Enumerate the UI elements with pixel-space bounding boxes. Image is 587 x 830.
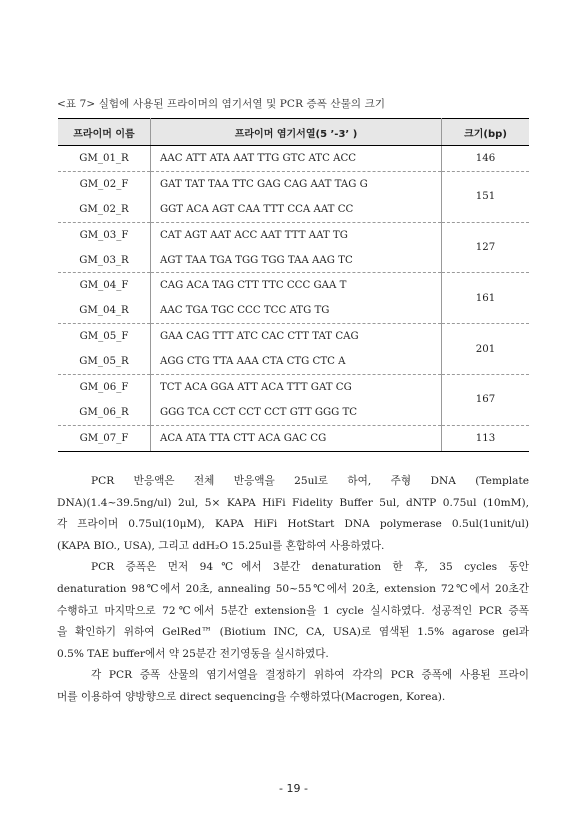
paragraph-line: 머를 이용하여 양방향으로 direct sequencing을 수행하였다(Macrogen, Korea). <box>57 690 446 703</box>
product-size-cell: 146 <box>442 146 530 172</box>
table-row <box>58 375 529 400</box>
table-row <box>58 171 529 196</box>
primer-sequence-cell: AAC ATT ATA AAT TTG GTC ATC ACC <box>151 146 442 172</box>
primer-name-cell: GM_07_F <box>58 425 151 451</box>
paragraph-line: 각 프라이머 0.75ul(10μM), KAPA HiFi HotStart DNA polymerase 0.5ul(1unit/ul) <box>57 518 529 531</box>
primer-table <box>58 118 529 452</box>
primer-sequence-cell: AGT TAA TGA TGG TGG TAA AAG TC <box>151 248 442 273</box>
primer-name-cell: GM_06_R <box>58 400 151 425</box>
table-row <box>58 425 529 451</box>
table-caption: <표 7> 실험에 사용된 프라이머의 염기서열 및 PCR 증폭 산물의 크기 <box>57 98 386 110</box>
primer-sequence-cell: GAA CAG TTT ATC CAC CTT TAT CAG <box>151 324 442 349</box>
primer-sequence-cell: ACA ATA TTA CTT ACA GAC CG <box>151 425 442 451</box>
product-size-cell: 151 <box>442 171 530 222</box>
primer-sequence-cell: AAC TGA TGC CCC TCC ATG TG <box>151 298 442 323</box>
product-size-cell: 201 <box>442 324 530 375</box>
table-row <box>58 146 529 172</box>
header-primer-name: 프라이머 이름 <box>58 119 151 146</box>
primer-name-cell: GM_02_R <box>58 197 151 222</box>
product-size-cell: 161 <box>442 273 530 324</box>
primer-sequence-cell: GGT ACA AGT CAA TTT CCA AAT CC <box>151 197 442 222</box>
paragraph-line: 을 확인하기 위하여 GelRed™ (Biotium INC, CA, USA)로 염색된 1.5% agarose gel과 <box>57 626 529 639</box>
paragraph-line: PCR 반응액은 전체 반응액을 25ul로 하여, 주형 DNA (Template <box>91 475 529 487</box>
primer-sequence-cell: GAT TAT TAA TTC GAG CAG AAT TAG G <box>151 171 442 196</box>
primer-sequence-cell: CAG ACA TAG CTT TTC CCC GAA T <box>151 273 442 298</box>
product-size-cell: 127 <box>442 222 530 273</box>
header-primer-sequence: 프라이머 염기서열(5 ’-3’ ) <box>151 119 442 146</box>
primer-name-cell: GM_05_F <box>58 324 151 349</box>
page-number: - 19 - <box>279 782 308 795</box>
paragraph-line: (KAPA BIO., USA), 그리고 ddH₂O 15.25ul를 혼합하여 사용하였다. <box>57 539 385 552</box>
primer-name-cell: GM_03_R <box>58 248 151 273</box>
paragraph-line: denaturation 98℃에서 20초, annealing 50~55℃에서 20초, extension 72℃에서 20초간 <box>57 582 529 595</box>
primer-sequence-cell: TCT ACA GGA ATT ACA TTT GAT CG <box>151 375 442 400</box>
product-size-cell: 113 <box>442 425 530 451</box>
primer-sequence-cell: CAT AGT AAT ACC AAT TTT AAT TG <box>151 222 442 247</box>
primer-name-cell: GM_04_R <box>58 298 151 323</box>
product-size-cell: 167 <box>442 375 530 426</box>
primer-name-cell: GM_06_F <box>58 375 151 400</box>
table-header-row <box>58 119 529 146</box>
primer-sequence-cell: AGG CTG TTA AAA CTA CTG CTC A <box>151 349 442 374</box>
primer-sequence-cell: GGG TCA CCT CCT CCT GTT GGG TC <box>151 400 442 425</box>
body-text <box>57 471 529 709</box>
primer-name-cell: GM_05_R <box>58 349 151 374</box>
primer-name-cell: GM_01_R <box>58 146 151 172</box>
paragraph-line: 각 PCR 증폭 산물의 염기서열을 결정하기 위하여 각각의 PCR 증폭에 사용된 프라이 <box>91 669 529 682</box>
primer-name-cell: GM_04_F <box>58 273 151 298</box>
table-row <box>58 222 529 247</box>
paragraph-line: 0.5% TAE buffer에서 약 25분간 전기영동을 실시하였다. <box>57 647 329 660</box>
primer-name-cell: GM_03_F <box>58 222 151 247</box>
header-size: 크기(bp) <box>442 119 530 146</box>
paragraph-line: PCR 증폭은 먼저 94℃에서 3분간 denaturation 한 후, 35 cycles 동안 <box>91 561 529 574</box>
primer-name-cell: GM_02_F <box>58 171 151 196</box>
paragraph-line: DNA)(1.4~39.5ng/ul) 2ul, 5× KAPA HiFi Fidelity Buffer 5ul, dNTP 0.75ul (10mM), <box>57 496 529 509</box>
table-row <box>58 324 529 349</box>
paragraph-line: 수행하고 마지막으로 72℃에서 5분간 extension을 1 cycle 실시하였다. 성공적인 PCR 증폭 <box>57 604 529 617</box>
table-row <box>58 273 529 298</box>
